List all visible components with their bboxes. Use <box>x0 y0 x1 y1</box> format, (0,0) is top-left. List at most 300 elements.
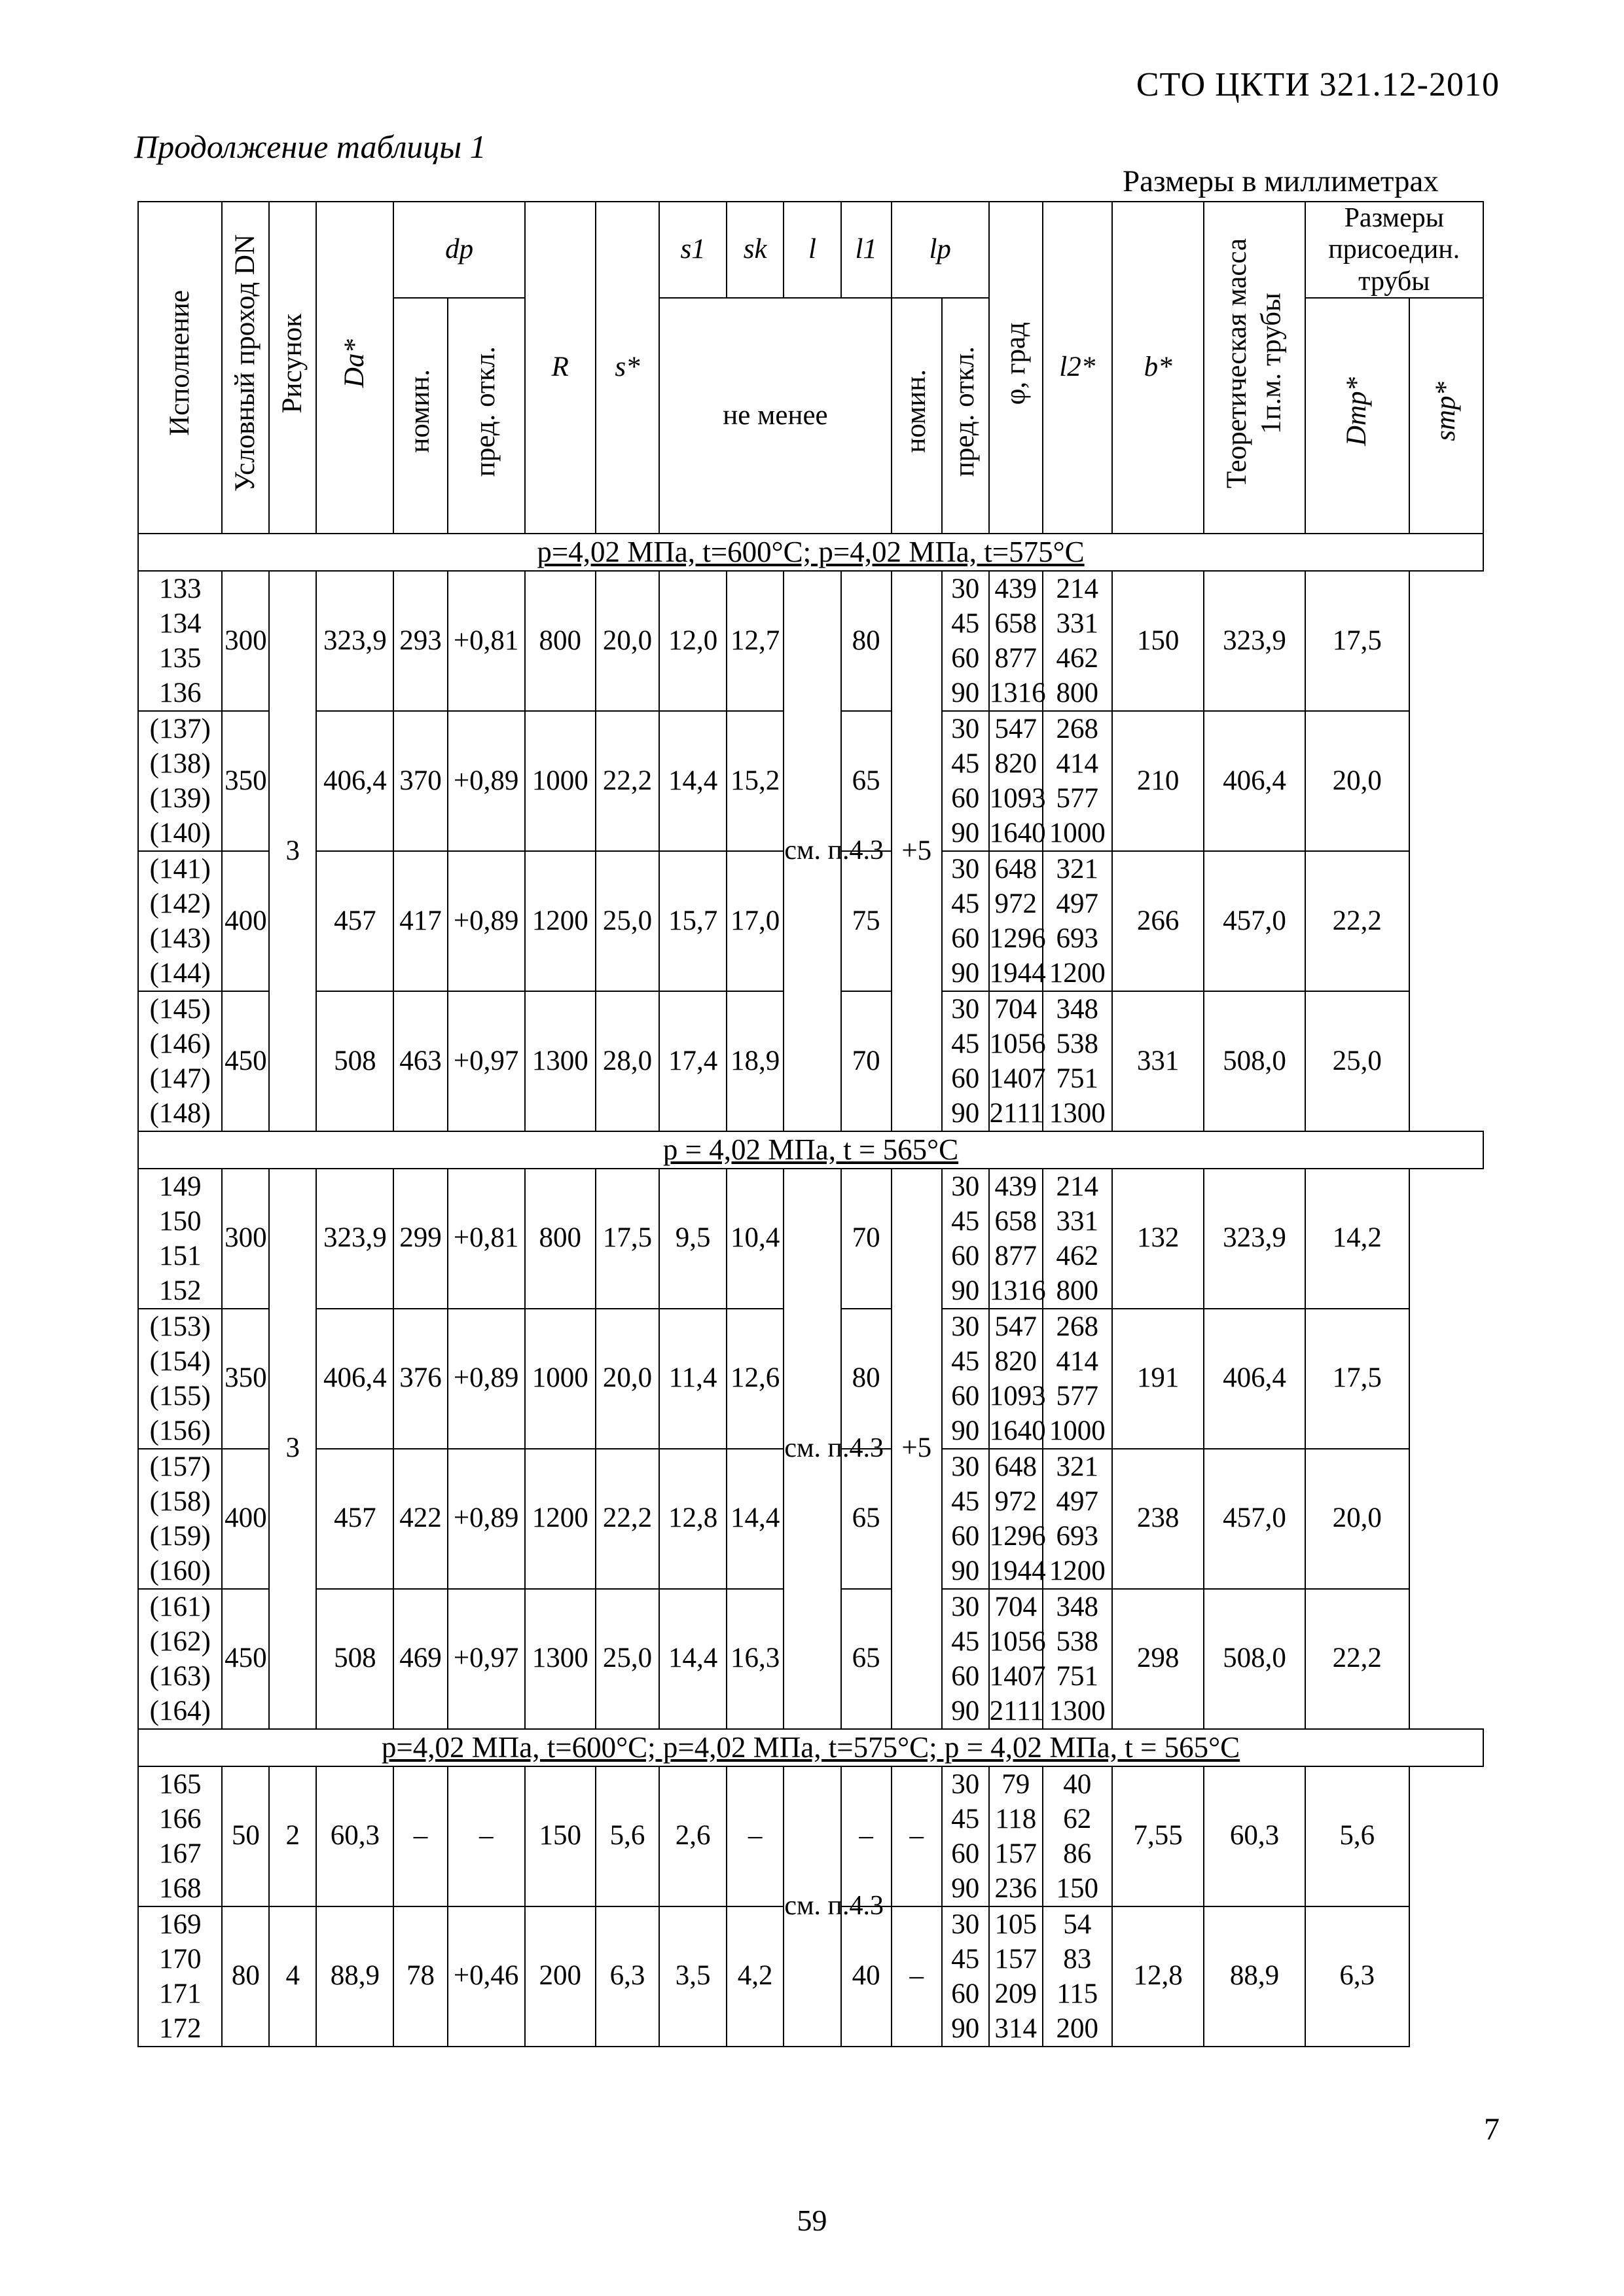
section-header: p=4,02 МПа, t=600°C; p=4,02 МПа, t=575°C; p = 4,02 МПа, t = 565°C <box>138 1729 1483 1766</box>
isp-cell-value: (164) <box>149 1695 211 1726</box>
phi-cell-value: 60 <box>951 1838 980 1869</box>
isp-cell-value: 151 <box>158 1240 202 1271</box>
l2-cell-value: 439 <box>994 1171 1038 1202</box>
isp-cell-value: 152 <box>158 1275 202 1306</box>
dp-dev-cell: +0,81 <box>448 1169 525 1309</box>
l2-cell-value: 79 <box>1001 1768 1030 1800</box>
da-cell: 60,3 <box>316 1766 393 1906</box>
b-cell <box>1043 851 1112 991</box>
phi-cell-value: 45 <box>951 1205 980 1237</box>
phi-cell <box>942 711 989 851</box>
dn-cell: 450 <box>222 1589 269 1729</box>
col-head-dp: dp <box>393 202 524 298</box>
dn-cell: 80 <box>222 1906 269 2047</box>
l2-cell-value: 2111 <box>989 1695 1044 1726</box>
phi-cell-value: 45 <box>951 1485 980 1517</box>
b-cell-value: 1300 <box>1049 1097 1106 1129</box>
col-head-l2: l2* <box>1043 202 1112 534</box>
col-head-sk: sk <box>727 202 784 298</box>
s1-cell: 14,4 <box>659 711 727 851</box>
l2-cell-value: 547 <box>994 1311 1038 1342</box>
l2-cell-value: 314 <box>994 2013 1038 2044</box>
b-cell-value: 321 <box>1056 853 1099 884</box>
b-cell-value: 1200 <box>1049 957 1106 989</box>
isp-cell-value: 135 <box>158 642 202 674</box>
s1-cell: 17,4 <box>659 991 727 1131</box>
lp-nom-cell: 40 <box>841 1906 892 2047</box>
col-head-dp-nom: номин. <box>393 298 447 534</box>
section-header: p=4,02 МПа, t=600°C; p=4,02 МПа, t=575°C <box>138 534 1483 571</box>
str-cell: 14,2 <box>1305 1169 1409 1309</box>
col-head-lp: lp <box>892 202 989 298</box>
lp-nom-cell: 65 <box>841 711 892 851</box>
s-cell: 25,0 <box>596 851 660 991</box>
phi-cell <box>942 1589 989 1729</box>
isp-cell-value: 172 <box>158 2013 202 2044</box>
str-cell: 20,0 <box>1305 1449 1409 1589</box>
mass-cell: 191 <box>1112 1309 1204 1449</box>
phi-cell <box>942 1906 989 2047</box>
phi-cell-value: 90 <box>951 1555 980 1586</box>
s1-cell: 9,5 <box>659 1169 727 1309</box>
da-cell: 508 <box>316 1589 393 1729</box>
lp-dev-cell: +5 <box>892 571 942 1131</box>
isp-cell-value: (140) <box>149 817 211 848</box>
b-cell-value: 800 <box>1056 677 1099 708</box>
s-cell: 6,3 <box>596 1906 660 2047</box>
str-cell: 17,5 <box>1305 571 1409 711</box>
phi-cell-value: 60 <box>951 1380 980 1412</box>
l2-cell-value: 1296 <box>989 1520 1046 1552</box>
l2-cell <box>989 851 1046 991</box>
col-head-phi: φ, град <box>989 202 1043 534</box>
mass-cell: 150 <box>1112 571 1204 711</box>
b-cell-value: 751 <box>1056 1660 1099 1692</box>
b-cell-value: 462 <box>1056 1240 1099 1271</box>
r-cell: 1200 <box>525 1449 596 1589</box>
lp-nom-cell: 70 <box>841 1169 892 1309</box>
dtr-cell: 457,0 <box>1204 851 1305 991</box>
dp-nom-cell: 417 <box>393 851 447 991</box>
phi-cell-value: 90 <box>951 817 980 848</box>
phi-cell-value: 30 <box>951 1591 980 1622</box>
phi-cell-value: 60 <box>951 782 980 814</box>
b-cell-value: 214 <box>1056 573 1099 604</box>
l2-cell-value: 820 <box>994 1345 1038 1377</box>
s-cell: 20,0 <box>596 571 660 711</box>
b-cell-value: 331 <box>1056 608 1099 639</box>
col-head-not-less: не менее <box>659 298 891 534</box>
sk-cell: 4,2 <box>727 1906 784 2047</box>
r-cell: 800 <box>525 571 596 711</box>
b-cell <box>1043 1589 1112 1729</box>
b-cell <box>1043 1169 1112 1309</box>
see-cell: см. п.4.3 <box>784 571 840 1131</box>
units-note: Размеры в миллиметрах <box>1123 164 1439 198</box>
s1-cell: 15,7 <box>659 851 727 991</box>
l2-cell-value: 209 <box>994 1978 1038 2009</box>
isp-cell-value: 165 <box>158 1768 202 1800</box>
dtr-cell: 323,9 <box>1204 571 1305 711</box>
local-page-number: 7 <box>1484 2112 1500 2147</box>
isp-cell-value: (142) <box>149 888 211 919</box>
sk-cell: 18,9 <box>727 991 784 1131</box>
dp-nom-cell: 422 <box>393 1449 447 1589</box>
da-cell: 457 <box>316 1449 393 1589</box>
str-cell: 25,0 <box>1305 991 1409 1131</box>
phi-cell-value: 90 <box>951 1695 980 1726</box>
isp-cell-value: 150 <box>158 1205 202 1237</box>
s-cell: 22,2 <box>596 711 660 851</box>
col-head-l: l <box>784 202 840 298</box>
lp-nom-cell: 80 <box>841 571 892 711</box>
da-cell: 406,4 <box>316 1309 393 1449</box>
b-cell-value: 40 <box>1063 1768 1092 1800</box>
isp-cell-value: (158) <box>149 1485 211 1517</box>
isp-cell-value: (137) <box>149 713 211 744</box>
str-cell: 5,6 <box>1305 1766 1409 1906</box>
dp-dev-cell: +0,89 <box>448 1309 525 1449</box>
b-cell-value: 538 <box>1056 1626 1099 1657</box>
dp-dev-cell: +0,81 <box>448 571 525 711</box>
isp-cell-value: 133 <box>158 573 202 604</box>
isp-cell-value: (144) <box>149 957 211 989</box>
dp-nom-cell: 299 <box>393 1169 447 1309</box>
phi-cell <box>942 851 989 991</box>
phi-cell-value: 45 <box>951 1943 980 1975</box>
s1-cell: 12,0 <box>659 571 727 711</box>
isp-cell <box>138 1449 222 1589</box>
fig-cell: 2 <box>269 1766 316 1906</box>
da-cell: 457 <box>316 851 393 991</box>
section-row <box>138 1131 1483 1169</box>
l2-cell-value: 1296 <box>989 922 1046 954</box>
isp-cell-value: 134 <box>158 608 202 639</box>
b-cell-value: 577 <box>1056 1380 1099 1412</box>
sk-cell: 10,4 <box>727 1169 784 1309</box>
isp-cell <box>138 1309 222 1449</box>
isp-cell <box>138 1906 222 2047</box>
table-row <box>138 1766 1483 1906</box>
b-cell-value: 115 <box>1056 1978 1098 2009</box>
isp-cell <box>138 711 222 851</box>
col-head-isp: Исполнение <box>138 202 222 534</box>
dn-cell: 300 <box>222 1169 269 1309</box>
dp-nom-cell: 469 <box>393 1589 447 1729</box>
l2-cell <box>989 1906 1043 2047</box>
mass-cell: 12,8 <box>1112 1906 1204 2047</box>
dtr-cell: 457,0 <box>1204 1449 1305 1589</box>
l2-cell-value: 1093 <box>989 1380 1046 1412</box>
fig-cell: 3 <box>269 571 316 1131</box>
r-cell: 1000 <box>525 711 596 851</box>
r-cell: 1200 <box>525 851 596 991</box>
phi-cell-value: 60 <box>951 642 980 674</box>
s1-cell: 12,8 <box>659 1449 727 1589</box>
b-cell-value: 751 <box>1056 1063 1099 1094</box>
lp-dev-cell: +5 <box>892 1169 942 1729</box>
da-cell: 508 <box>316 991 393 1131</box>
b-cell <box>1043 571 1112 711</box>
isp-cell-value: (160) <box>149 1555 211 1586</box>
isp-cell-value: (162) <box>149 1626 211 1657</box>
b-cell-value: 331 <box>1056 1205 1099 1237</box>
phi-cell-value: 30 <box>951 573 980 604</box>
isp-cell-value: (143) <box>149 922 211 954</box>
isp-cell-value: (153) <box>149 1311 211 1342</box>
col-head-dn: Условный проход DN <box>222 202 269 534</box>
isp-cell-value: 166 <box>158 1803 202 1834</box>
phi-cell-value: 60 <box>951 1978 980 2009</box>
dp-dev-cell: +0,89 <box>448 1449 525 1589</box>
sk-cell: 16,3 <box>727 1589 784 1729</box>
phi-cell-value: 30 <box>951 993 980 1025</box>
dp-nom-cell: 463 <box>393 991 447 1131</box>
dn-cell: 350 <box>222 1309 269 1449</box>
phi-cell-value: 60 <box>951 1520 980 1552</box>
l2-cell-value: 1316 <box>989 677 1046 708</box>
lp-nom-cell: 70 <box>841 991 892 1131</box>
s1-cell: 2,6 <box>659 1766 727 1906</box>
b-cell-value: 693 <box>1056 922 1099 954</box>
dp-dev-cell: +0,89 <box>448 851 525 991</box>
b-cell-value: 1200 <box>1049 1555 1106 1586</box>
l2-cell <box>989 1449 1046 1589</box>
l2-cell-value: 1640 <box>989 1415 1046 1446</box>
table-row <box>138 571 1483 711</box>
dn-cell: 350 <box>222 711 269 851</box>
isp-cell-value: (161) <box>149 1591 211 1622</box>
str-cell: 17,5 <box>1305 1309 1409 1449</box>
isp-cell-value: 168 <box>158 1872 202 1904</box>
col-head-pipe: Размеры присоедин. трубы <box>1305 202 1483 298</box>
table-row <box>138 1169 1483 1309</box>
b-cell-value: 1300 <box>1049 1695 1106 1726</box>
s-cell: 28,0 <box>596 991 660 1131</box>
col-head-fig: Рисунок <box>269 202 316 534</box>
phi-cell-value: 30 <box>951 1451 980 1482</box>
s-cell: 22,2 <box>596 1449 660 1589</box>
dp-dev-cell: +0,97 <box>448 1589 525 1729</box>
b-cell-value: 462 <box>1056 642 1099 674</box>
r-cell: 150 <box>525 1766 596 1906</box>
da-cell: 406,4 <box>316 711 393 851</box>
dp-nom-cell: 293 <box>393 571 447 711</box>
col-head-lp-dev: пред. откл. <box>942 298 989 534</box>
isp-cell-value: (157) <box>149 1451 211 1482</box>
b-cell <box>1043 711 1112 851</box>
dtr-cell: 406,4 <box>1204 1309 1305 1449</box>
b-cell-value: 1000 <box>1049 817 1106 848</box>
phi-cell-value: 45 <box>951 888 980 919</box>
phi-cell-value: 60 <box>951 1240 980 1271</box>
phi-cell <box>942 1449 989 1589</box>
dtr-cell: 508,0 <box>1204 1589 1305 1729</box>
isp-cell <box>138 1766 222 1906</box>
s-cell: 17,5 <box>596 1169 660 1309</box>
str-cell: 6,3 <box>1305 1906 1409 2047</box>
col-head-r: R <box>525 202 596 534</box>
phi-cell <box>942 1766 989 1906</box>
r-cell: 1300 <box>525 1589 596 1729</box>
isp-cell <box>138 571 222 711</box>
b-cell-value: 577 <box>1056 782 1099 814</box>
phi-cell-value: 45 <box>951 608 980 639</box>
phi-cell-value: 90 <box>951 957 980 989</box>
isp-cell-value: 169 <box>158 1908 202 1940</box>
isp-cell-value: (159) <box>149 1520 211 1552</box>
b-cell-value: 150 <box>1056 1872 1099 1904</box>
l2-cell <box>989 1309 1046 1449</box>
dn-cell: 400 <box>222 851 269 991</box>
l2-cell-value: 972 <box>994 1485 1038 1517</box>
lp-nom-cell: 75 <box>841 851 892 991</box>
mass-cell: 132 <box>1112 1169 1204 1309</box>
col-head-str: sтр* <box>1409 298 1483 534</box>
b-cell-value: 693 <box>1056 1520 1099 1552</box>
isp-cell-value: (163) <box>149 1660 211 1692</box>
phi-cell-value: 30 <box>951 1311 980 1342</box>
document-code: СТО ЦКТИ 321.12-2010 <box>1136 66 1500 103</box>
b-cell-value: 348 <box>1056 1591 1099 1622</box>
phi-cell-value: 90 <box>951 2013 980 2044</box>
b-cell-value: 414 <box>1056 1345 1099 1377</box>
mass-cell: 331 <box>1112 991 1204 1131</box>
isp-cell <box>138 1589 222 1729</box>
isp-cell-value: 170 <box>158 1943 202 1975</box>
l2-cell-value: 2111 <box>989 1097 1044 1129</box>
dp-nom-cell: – <box>393 1766 447 1906</box>
col-head-da: Da* <box>316 202 393 534</box>
l2-cell-value: 1056 <box>989 1626 1046 1657</box>
isp-cell-value: (156) <box>149 1415 211 1446</box>
section-row <box>138 534 1483 571</box>
r-cell: 800 <box>525 1169 596 1309</box>
l2-cell-value: 1316 <box>989 1275 1046 1306</box>
isp-cell-value: 167 <box>158 1838 202 1869</box>
isp-cell-value: (155) <box>149 1380 211 1412</box>
l2-cell-value: 704 <box>994 1591 1038 1622</box>
phi-cell-value: 90 <box>951 677 980 708</box>
str-cell: 22,2 <box>1305 1589 1409 1729</box>
l2-cell-value: 1944 <box>989 1555 1046 1586</box>
r-cell: 200 <box>525 1906 596 2047</box>
s-cell: 20,0 <box>596 1309 660 1449</box>
sk-cell: 12,6 <box>727 1309 784 1449</box>
col-head-l1: l1 <box>841 202 892 298</box>
see-cell: см. п.4.3 <box>784 1169 840 1729</box>
phi-cell-value: 30 <box>951 1171 980 1202</box>
isp-cell-value: (147) <box>149 1063 211 1094</box>
isp-cell-value: (148) <box>149 1097 211 1129</box>
l2-cell-value: 877 <box>994 1240 1038 1271</box>
phi-cell-value: 45 <box>951 1028 980 1059</box>
l2-cell-value: 972 <box>994 888 1038 919</box>
mass-cell: 210 <box>1112 711 1204 851</box>
l2-cell-value: 1944 <box>989 957 1046 989</box>
dp-nom-cell: 370 <box>393 711 447 851</box>
b-cell-value: 268 <box>1056 713 1099 744</box>
da-cell: 323,9 <box>316 571 393 711</box>
l2-cell-value: 157 <box>994 1838 1038 1869</box>
sk-cell: 14,4 <box>727 1449 784 1589</box>
l2-cell <box>989 1169 1046 1309</box>
da-cell: 88,9 <box>316 1906 393 2047</box>
phi-cell <box>942 1169 989 1309</box>
r-cell: 1000 <box>525 1309 596 1449</box>
l2-cell-value: 1640 <box>989 817 1046 848</box>
isp-cell-value: 171 <box>158 1978 202 2009</box>
l2-cell-value: 877 <box>994 642 1038 674</box>
fig-cell: 4 <box>269 1906 316 2047</box>
s-cell: 5,6 <box>596 1766 660 1906</box>
dp-dev-cell: +0,46 <box>448 1906 525 2047</box>
col-head-dtr: Dтр* <box>1305 298 1409 534</box>
phi-cell-value: 45 <box>951 1626 980 1657</box>
isp-cell-value: 136 <box>158 677 202 708</box>
b-cell <box>1043 1449 1112 1589</box>
fig-cell: 3 <box>269 1169 316 1729</box>
phi-cell-value: 90 <box>951 1097 980 1129</box>
phi-cell-value: 90 <box>951 1275 980 1306</box>
dp-dev-cell: – <box>448 1766 525 1906</box>
col-head-lp-nom: номин. <box>892 298 942 534</box>
dtr-cell: 508,0 <box>1204 991 1305 1131</box>
l2-cell-value: 439 <box>994 573 1038 604</box>
col-head-dp-dev: пред. откл. <box>448 298 525 534</box>
b-cell-value: 1000 <box>1049 1415 1106 1446</box>
l2-cell <box>989 991 1046 1131</box>
dn-cell: 450 <box>222 991 269 1131</box>
isp-cell-value: (138) <box>149 748 211 779</box>
isp-cell <box>138 991 222 1131</box>
footer-page-number: 59 <box>797 2204 827 2237</box>
lp-dev-cell: – <box>892 1766 942 1906</box>
col-head-s: s* <box>596 202 660 534</box>
section-header: p = 4,02 МПа, t = 565°C <box>138 1131 1483 1169</box>
phi-cell <box>942 1309 989 1449</box>
l2-cell-value: 547 <box>994 713 1038 744</box>
b-cell <box>1043 1309 1112 1449</box>
b-cell-value: 86 <box>1063 1838 1092 1869</box>
dp-dev-cell: +0,89 <box>448 711 525 851</box>
b-cell-value: 54 <box>1063 1908 1092 1940</box>
lp-nom-cell: 65 <box>841 1589 892 1729</box>
lp-nom-cell: – <box>841 1766 892 1906</box>
b-cell-value: 321 <box>1056 1451 1099 1482</box>
b-cell-value: 83 <box>1063 1943 1092 1975</box>
b-cell <box>1043 1906 1112 2047</box>
col-head-s1: s1 <box>659 202 727 298</box>
dp-nom-cell: 78 <box>393 1906 447 2047</box>
str-cell: 20,0 <box>1305 711 1409 851</box>
col-head-mass: Теоретическая масса 1п.м. трубы <box>1204 202 1305 534</box>
sk-cell: 15,2 <box>727 711 784 851</box>
mass-cell: 266 <box>1112 851 1204 991</box>
b-cell-value: 538 <box>1056 1028 1099 1059</box>
phi-cell-value: 60 <box>951 1063 980 1094</box>
b-cell-value: 268 <box>1056 1311 1099 1342</box>
phi-cell-value: 60 <box>951 1660 980 1692</box>
dtr-cell: 60,3 <box>1204 1766 1305 1906</box>
l2-cell-value: 648 <box>994 853 1038 884</box>
l2-cell-value: 1093 <box>989 782 1046 814</box>
table-continuation-caption: Продолжение таблицы 1 <box>134 128 486 165</box>
phi-cell-value: 45 <box>951 748 980 779</box>
sk-cell: – <box>727 1766 784 1906</box>
isp-cell-value: (145) <box>149 993 211 1025</box>
l2-cell-value: 157 <box>994 1943 1038 1975</box>
